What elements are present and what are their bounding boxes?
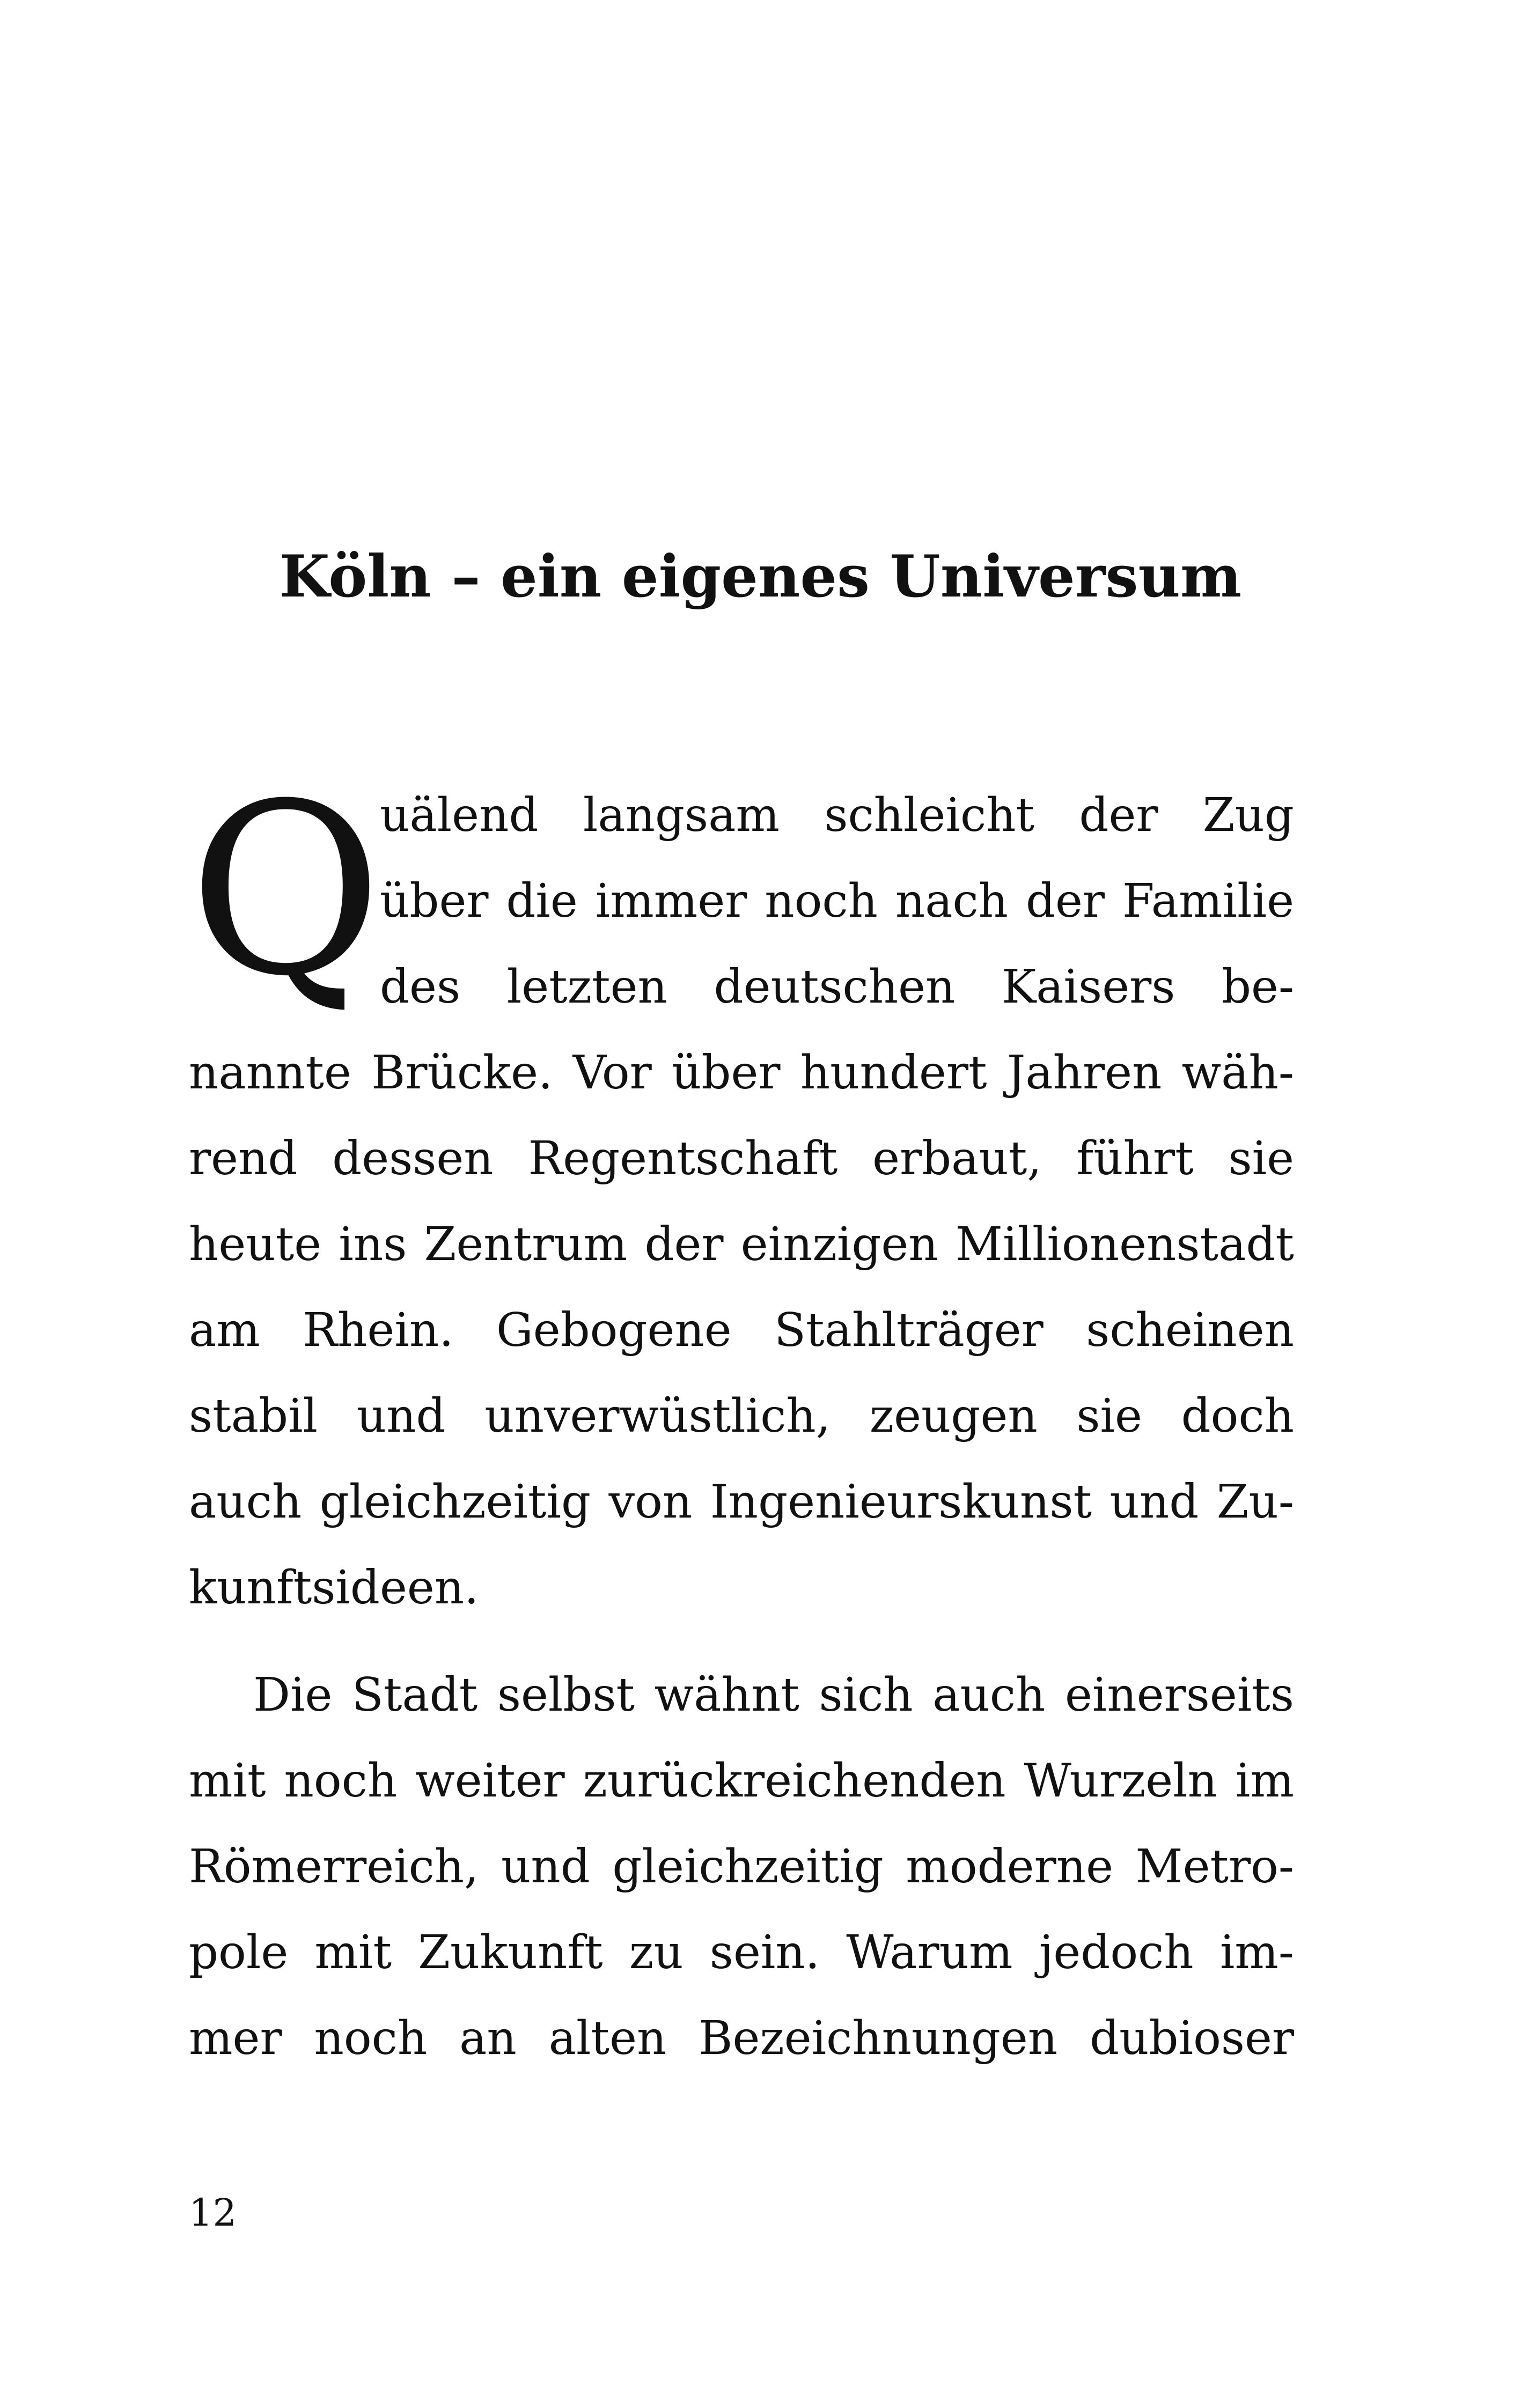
text-line: rend dessen Regentschaft erbaut, führt sie [189,1132,1294,1185]
text-line: stabil und unverwüstlich, zeugen sie doch [189,1389,1294,1443]
page-number: 12 [189,2191,237,2235]
text-line: Römerreich, und gleichzeitig moderne Metro- [189,1840,1294,1894]
paragraph-1-dropcap-lines [380,772,1294,1030]
paragraph-2 [189,1652,1294,2081]
text-line: pole mit Zukunft zu sein. Warum jedoch im- [189,1926,1294,1979]
text-line: nannte Brücke. Vor über hundert Jahren wäh- [189,1046,1294,1100]
text-line: mer noch an alten Bezeichnungen dubioser [189,2012,1294,2065]
text-line: heute ins Zentrum der einzigen Millionenstadt [189,1218,1294,1271]
text-line: des letzten deutschen Kaisers be- [380,960,1294,1014]
drop-cap: Q [189,753,383,1028]
text-line: kunftsideen. [189,1561,479,1615]
text-line: am Rhein. Gebogene Stahlträger scheinen [189,1304,1294,1357]
text-line: uälend langsam schleicht der Zug [380,789,1294,842]
paragraph-1 [189,1030,1294,1631]
text-line: auch gleichzeitig von Ingenieurskunst und Zu- [189,1475,1294,1529]
chapter-title: Köln – ein eigenes Universum [279,543,1242,610]
text-line: mit noch weiter zurückreichenden Wurzeln im [189,1754,1294,1808]
text-line: über die immer noch nach der Familie [380,874,1294,928]
text-line: Die Stadt selbst wähnt sich auch einerseits [253,1668,1294,1722]
